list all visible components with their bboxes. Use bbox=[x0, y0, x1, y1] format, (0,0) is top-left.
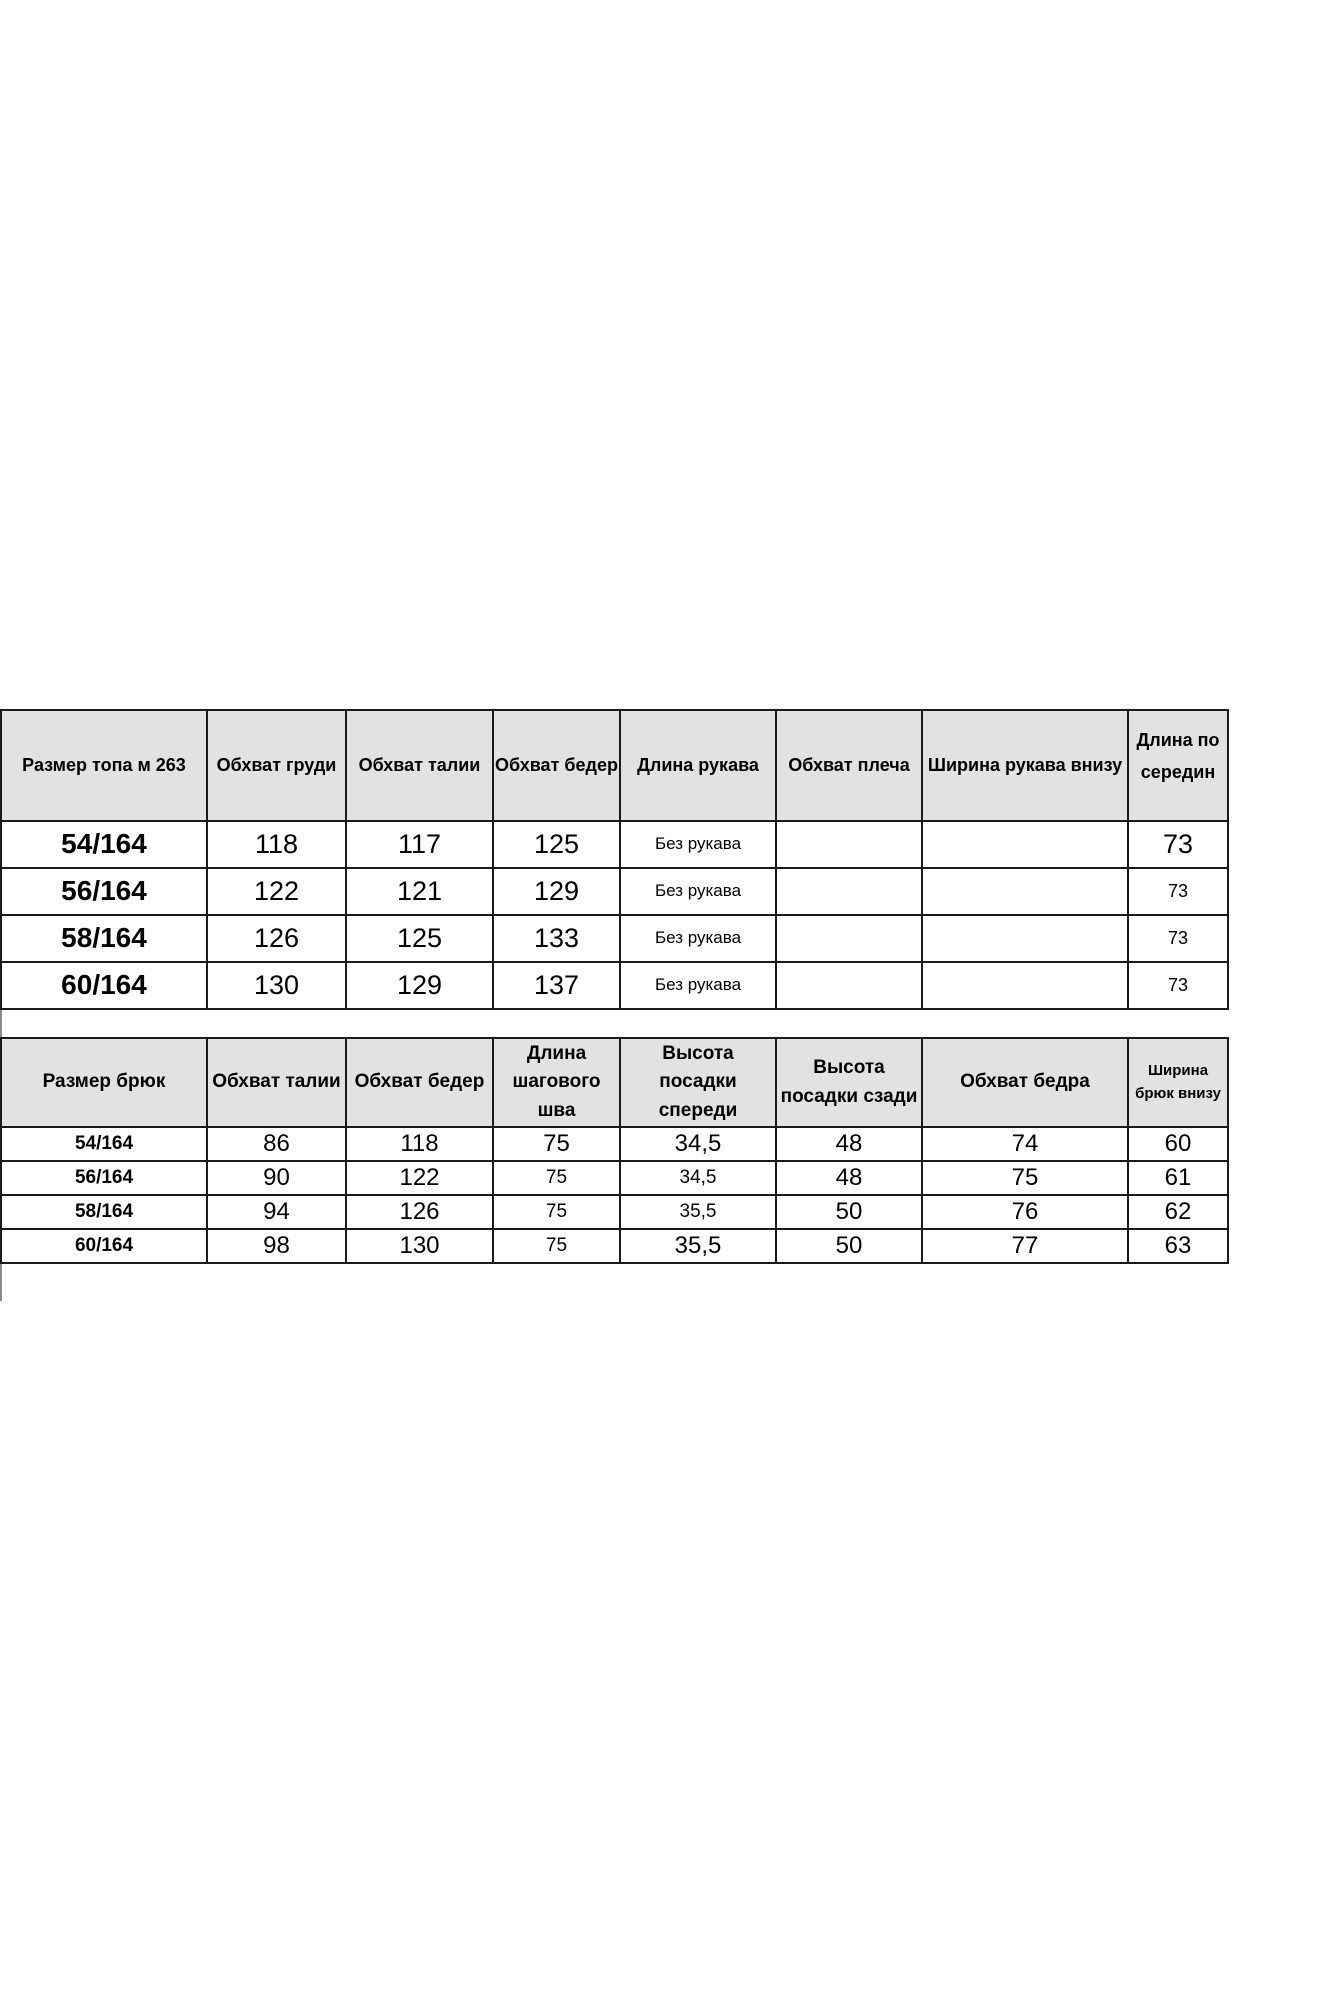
top-cell-waist: 121 bbox=[346, 868, 493, 915]
pants-cell-thigh: 77 bbox=[922, 1229, 1128, 1263]
top-cell-hips: 133 bbox=[493, 915, 620, 962]
pants-cell-inseam: 75 bbox=[493, 1161, 620, 1195]
pants-cell-size: 60/164 bbox=[1, 1229, 207, 1263]
top-header-chest: Обхват груди bbox=[207, 710, 346, 821]
top-cell-shoulder bbox=[776, 821, 922, 868]
table-row bbox=[1, 1195, 1228, 1229]
pants-cell-thigh: 74 bbox=[922, 1127, 1128, 1161]
top-header-length-middle: Длина по середин bbox=[1128, 710, 1228, 821]
pants-cell-waist: 94 bbox=[207, 1195, 346, 1229]
pants-header-size: Размер брюк bbox=[1, 1038, 207, 1127]
pants-cell-hips: 126 bbox=[346, 1195, 493, 1229]
pants-cell-size: 56/164 bbox=[1, 1161, 207, 1195]
pants-header-hips: Обхват бедер bbox=[346, 1038, 493, 1127]
pants-cell-front-rise: 34,5 bbox=[620, 1161, 776, 1195]
table-row bbox=[1, 821, 1228, 868]
pants-cell-hem-width: 60 bbox=[1128, 1127, 1228, 1161]
top-cell-sleeve-length: Без рукава bbox=[620, 821, 776, 868]
top-cell-shoulder bbox=[776, 868, 922, 915]
table-row bbox=[1, 868, 1228, 915]
top-cell-hips: 129 bbox=[493, 868, 620, 915]
top-cell-size: 54/164 bbox=[1, 821, 207, 868]
top-cell-sleeve-width bbox=[922, 915, 1128, 962]
top-cell-waist: 125 bbox=[346, 915, 493, 962]
pants-cell-inseam: 75 bbox=[493, 1195, 620, 1229]
top-cell-length-middle: 73 bbox=[1128, 962, 1228, 1009]
pants-cell-size: 54/164 bbox=[1, 1127, 207, 1161]
pants-header-back-rise: Высота посадки сзади bbox=[776, 1038, 922, 1127]
top-cell-length-middle: 73 bbox=[1128, 915, 1228, 962]
pants-cell-back-rise: 50 bbox=[776, 1195, 922, 1229]
table-row bbox=[1, 1229, 1228, 1263]
pants-cell-hips: 122 bbox=[346, 1161, 493, 1195]
top-cell-sleeve-length: Без рукава bbox=[620, 868, 776, 915]
top-cell-hips: 137 bbox=[493, 962, 620, 1009]
pants-cell-inseam: 75 bbox=[493, 1229, 620, 1263]
top-cell-chest: 130 bbox=[207, 962, 346, 1009]
top-header-waist: Обхват талии bbox=[346, 710, 493, 821]
top-header-sleeve-length: Длина рукава bbox=[620, 710, 776, 821]
top-cell-size: 60/164 bbox=[1, 962, 207, 1009]
pants-size-table bbox=[0, 1037, 1229, 1264]
top-cell-length-middle: 73 bbox=[1128, 821, 1228, 868]
pants-cell-inseam: 75 bbox=[493, 1127, 620, 1161]
top-cell-length-middle: 73 bbox=[1128, 868, 1228, 915]
top-header-sleeve-width: Ширина рукава внизу bbox=[922, 710, 1128, 821]
pants-cell-thigh: 76 bbox=[922, 1195, 1128, 1229]
top-cell-waist: 117 bbox=[346, 821, 493, 868]
pants-cell-waist: 90 bbox=[207, 1161, 346, 1195]
pants-cell-thigh: 75 bbox=[922, 1161, 1128, 1195]
pants-cell-hips: 118 bbox=[346, 1127, 493, 1161]
pants-cell-front-rise: 35,5 bbox=[620, 1229, 776, 1263]
pants-cell-front-rise: 35,5 bbox=[620, 1195, 776, 1229]
pants-cell-back-rise: 50 bbox=[776, 1229, 922, 1263]
pants-cell-size: 58/164 bbox=[1, 1195, 207, 1229]
pants-cell-waist: 98 bbox=[207, 1229, 346, 1263]
pants-cell-hips: 130 bbox=[346, 1229, 493, 1263]
top-cell-chest: 122 bbox=[207, 868, 346, 915]
table-row bbox=[1, 915, 1228, 962]
pants-cell-hem-width: 62 bbox=[1128, 1195, 1228, 1229]
table-row bbox=[1, 962, 1228, 1009]
top-cell-chest: 118 bbox=[207, 821, 346, 868]
pants-cell-front-rise: 34,5 bbox=[620, 1127, 776, 1161]
top-size-table bbox=[0, 709, 1229, 1010]
top-header-shoulder: Обхват плеча bbox=[776, 710, 922, 821]
top-cell-chest: 126 bbox=[207, 915, 346, 962]
top-header-row bbox=[1, 710, 1228, 821]
pants-header-inseam: Длина шагового шва bbox=[493, 1038, 620, 1127]
table-row bbox=[1, 1127, 1228, 1161]
top-cell-sleeve-width bbox=[922, 868, 1128, 915]
top-cell-hips: 125 bbox=[493, 821, 620, 868]
top-cell-sleeve-length: Без рукава bbox=[620, 915, 776, 962]
table-row bbox=[1, 1161, 1228, 1195]
pants-cell-waist: 86 bbox=[207, 1127, 346, 1161]
top-cell-shoulder bbox=[776, 962, 922, 1009]
top-cell-shoulder bbox=[776, 915, 922, 962]
pants-header-row bbox=[1, 1038, 1228, 1127]
pants-header-waist: Обхват талии bbox=[207, 1038, 346, 1127]
pants-header-front-rise: Высота посадки спереди bbox=[620, 1038, 776, 1127]
top-cell-sleeve-width bbox=[922, 962, 1128, 1009]
top-header-size: Размер топа м 263 bbox=[1, 710, 207, 821]
top-cell-sleeve-width bbox=[922, 821, 1128, 868]
pants-cell-hem-width: 61 bbox=[1128, 1161, 1228, 1195]
pants-header-hem-width: Ширина брюк внизу bbox=[1128, 1038, 1228, 1127]
top-cell-size: 56/164 bbox=[1, 868, 207, 915]
pants-cell-back-rise: 48 bbox=[776, 1161, 922, 1195]
pants-cell-hem-width: 63 bbox=[1128, 1229, 1228, 1263]
top-cell-sleeve-length: Без рукава bbox=[620, 962, 776, 1009]
top-header-hips: Обхват бедер bbox=[493, 710, 620, 821]
top-cell-waist: 129 bbox=[346, 962, 493, 1009]
pants-header-thigh: Обхват бедра bbox=[922, 1038, 1128, 1127]
pants-cell-back-rise: 48 bbox=[776, 1127, 922, 1161]
top-cell-size: 58/164 bbox=[1, 915, 207, 962]
